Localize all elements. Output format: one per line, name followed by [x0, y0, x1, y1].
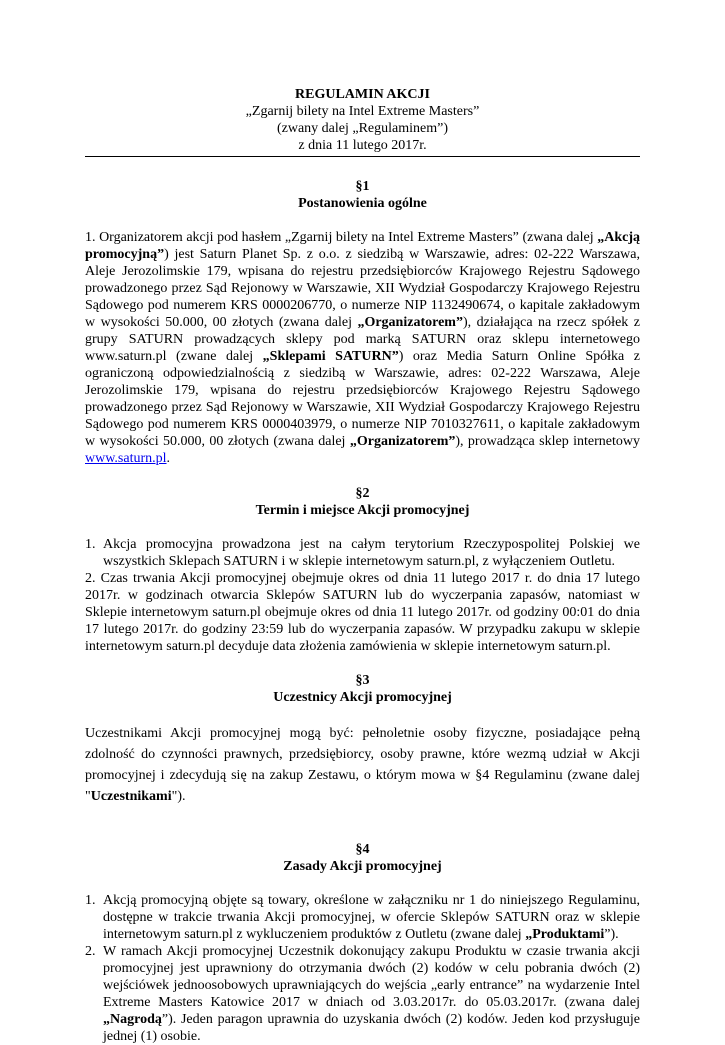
section-2-number: §2 — [355, 486, 370, 501]
section-3-paragraph — [85, 723, 640, 807]
item-text — [103, 943, 640, 1045]
section-3-number: §3 — [355, 673, 370, 688]
document-title: REGULAMIN AKCJI — [295, 87, 430, 102]
s1-term-organizator-2: „Organizatorem” — [349, 434, 456, 449]
item-number: 2. — [85, 944, 96, 959]
s4-item2-text-a: W ramach Akcji promocyjnej Uczestnik dokonujący zakupu Produktu w czasie trwania akcji promocyjnej jest uprawniony do otrzymania dwóch (2) kodów w celu pobrania dwóch (2) wejściówek jednoosobowych uprawniających do wejścia „early entrance” na wydarzenie Intel Extreme Masters Katowice 2017 w dniach od 3.03.2017r. do 05.03.2017r. (zwana dalej — [103, 944, 640, 1010]
item-number: 1. — [85, 537, 96, 552]
s1-text-i: ), prowadząca sklep internetowy — [455, 434, 640, 449]
section-3-title: Uczestnicy Akcji promocyjnej — [273, 690, 452, 705]
item-number: 1. — [85, 893, 96, 908]
item-text: Akcja promocyjna prowadzona jest na całym terytorium Rzeczypospolitej Polskiej we wszystkich Sklepach SATURN i w sklepie internetowym saturn.pl, z wyłączeniem Outletu. — [103, 537, 640, 569]
s3-text-a: Uczestnikami Akcji promocyjnej mogą być: pełnoletnie osoby fizyczne, posiadające pełną zdolność do czynności prawnych, przedsiębiorcy, osoby prawne, które wezmą udział w Akcji promocyjnej i zdecydują się na zakup Zestawu, o którym mowa w §4 Regulaminu (zwane dalej " — [85, 726, 640, 804]
document-date: z dnia 11 lutego 2017r. — [298, 138, 427, 153]
section-4-item-1 — [85, 892, 640, 943]
s4-term-nagroda: „Nagrodą — [103, 1012, 162, 1027]
document-subtitle: „Zgarnij bilety na Intel Extreme Masters” — [245, 104, 480, 119]
s1-text-g: ) oraz Media Saturn Online Spółka z ograniczoną odpowiedzialnością z siedzibą w Warszawie, adres: 02-222 Warszawa, Aleje Jerozolimskie 179, wpisana do rejestru przedsiębiorców Krajowego Rejestru Sądowego prowadzonego przez Sąd Rejonowy w Warszawie, XII Wydział Gospodarczy Krajowego Rejestru Sądowego pod numerem KRS 0000403979, o numerze NIP 7010327611, o kapitale zakładowym w wysokości 50.000, 00 złotych (zwana dalej — [85, 349, 640, 449]
section-4-number: §4 — [355, 842, 370, 857]
s1-text-j: . — [166, 451, 171, 466]
s1-term-akcja: „Akcją promocyjną” — [85, 230, 640, 262]
s1-term-sklepy: „Sklepami SATURN” — [262, 349, 399, 364]
s1-text-e: ), działająca na rzecz spółek z grupy SATURN prowadzących sklepy pod marką SATURN oraz sklepu internetowego www.saturn.pl (zwane dalej — [85, 315, 640, 364]
section-1-number: §1 — [355, 179, 370, 194]
s1-term-organizator-1: „Organizatorem” — [357, 315, 463, 330]
item-text — [103, 892, 640, 943]
section-4-title: Zasady Akcji promocyjnej — [283, 859, 442, 874]
s3-term-uczestnicy: Uczestnikami — [90, 789, 172, 804]
section-1-paragraph — [85, 229, 640, 467]
section-2-item-1 — [85, 536, 640, 570]
document-alias: (zwany dalej „Regulaminem”) — [276, 121, 449, 136]
regulation-page — [85, 86, 640, 1045]
s3-text-c: "). — [171, 789, 186, 804]
section-2-paragraph-2: 2. Czas trwania Akcji promocyjnej obejmuje okres od dnia 11 lutego 2017 r. do dnia 17 lutego 2017r. w godzinach otwarcia Sklepów SATURN lub do wyczerpania zapasów, natomiast w Sklepie internetowym saturn.pl obejmuje okres od dnia 11 lutego 2017r. od godziny 00:01 do dnia 17 lutego 2017r. do godziny 23:59 lub do wyczerpania zapasów. W przypadku zakupu w sklepie internetowym saturn.pl decyduje data złożenia zamówienia w sklepie internetowym saturn.pl. — [85, 571, 640, 654]
section-1-title: Postanowienia ogólne — [298, 196, 427, 211]
s4-item1-text-a: Akcją promocyjną objęte są towary, określone w załączniku nr 1 do niniejszego Regulaminu, dostępne w trakcie trwania Akcji promocyjnej, w ofercie Sklepów SATURN oraz w sklepie internetowym saturn.pl z wykluczeniem produktów z Outletu (zwane dalej — [103, 893, 640, 942]
s4-term-produkty: „Produktami — [525, 927, 605, 942]
saturn-link[interactable]: www.saturn.pl — [85, 451, 167, 466]
s4-item1-text-c: ”). — [604, 927, 619, 942]
section-4-item-2 — [85, 943, 640, 1045]
section-2-title: Termin i miejsce Akcji promocyjnej — [255, 503, 470, 518]
s1-text-c: ) jest Saturn Planet Sp. z o.o. z siedzibą w Warszawie, adres: 02-222 Warszawa, Aleje Jerozolimskie 179, wpisana do rejestru przedsiębiorców Krajowego Rejestru Sądowego prowadzonego przez Sąd Rejonowy w Warszawie, XII Wydział Gospodarczy Krajowego Rejestru Sądowego pod numerem KRS 0000206770, o numerze NIP 1132490674, o kapitale zakładowym w wysokości 50.000, 00 złotych (zwana dalej — [85, 247, 640, 330]
s1-text-a: 1. Organizatorem akcji pod hasłem „Zgarnij bilety na Intel Extreme Masters” (zwana dalej — [85, 230, 598, 245]
s4-item2-text-c: ”). Jeden paragon uprawnia do uzyskania dwóch (2) kodów. Jeden kod przysługuje jednej (1) osobie. — [103, 1012, 640, 1044]
